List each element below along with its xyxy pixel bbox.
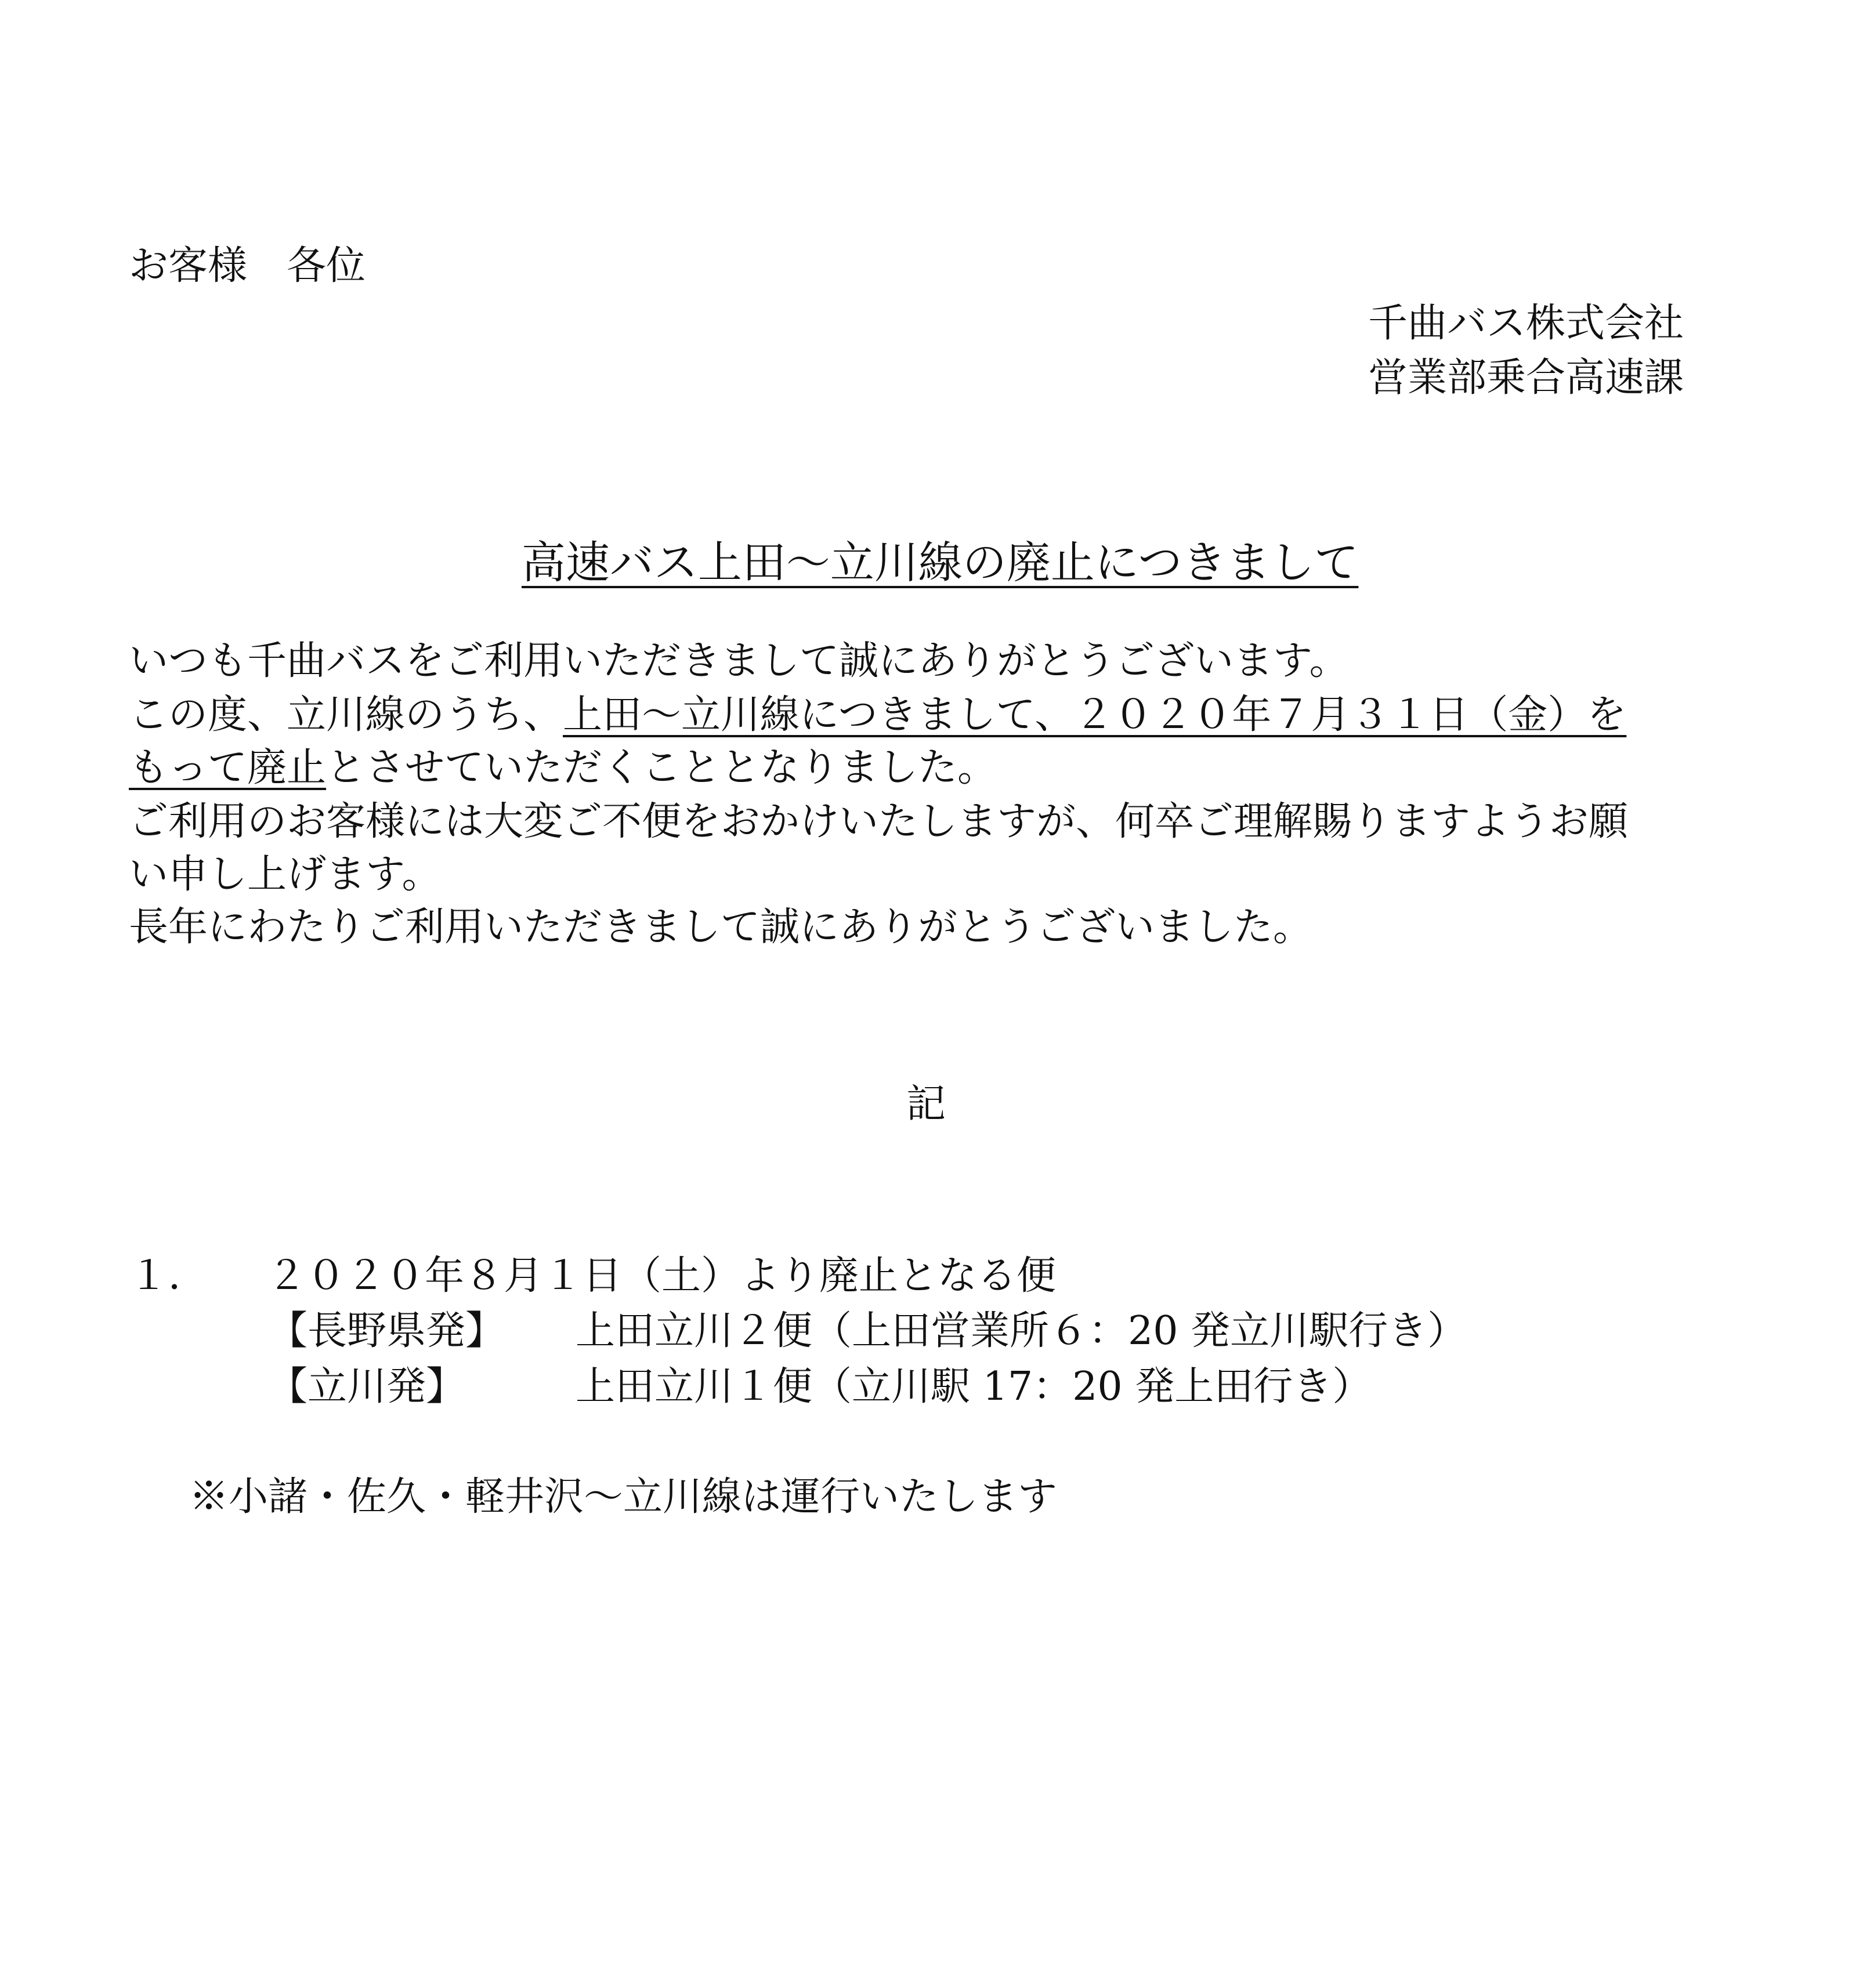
body-text: とさせていただくこととなりました。 xyxy=(326,745,997,791)
ki-heading: 記 xyxy=(906,1081,946,1127)
document-title xyxy=(0,497,1852,588)
body-paragraph-2 xyxy=(129,692,1627,738)
body-paragraph-4b: い申し上げます。 xyxy=(129,852,442,897)
list-row-label: 【長野県発】 xyxy=(268,1308,505,1354)
body-paragraph-1: いつも千曲バスをご利用いただきまして誠にありがとうございます。 xyxy=(129,638,1349,684)
list-row-detail: 上田立川２便（上田営業所６：20 発立川駅行き） xyxy=(576,1308,1467,1354)
department-name: 営業部乗合高速課 xyxy=(1368,355,1684,401)
body-paragraph-3 xyxy=(129,745,997,791)
list-row-detail: 上田立川１便（立川駅 17：20 発上田行き） xyxy=(576,1364,1372,1410)
document-title-text: 高速バス上田～立川線の廃止につきまして xyxy=(521,537,1359,588)
addressee: お客様 各位 xyxy=(129,243,366,289)
body-paragraph-4a: ご利用のお客様には大変ご不便をおかけいたしますが、何卒ご理解賜りますようお願 xyxy=(129,799,1629,845)
list-number: １． xyxy=(129,1253,208,1299)
note: ※小諸・佐久・軽井沢～立川線は運行いたします xyxy=(189,1474,1058,1520)
body-paragraph-5: 長年にわたりご利用いただきまして誠にありがとうございました。 xyxy=(129,904,1313,950)
underlined-text: 上田～立川線につきまして、２０２０年７月３１日（金）を xyxy=(563,692,1627,738)
body-text: この度、立川線のうち、 xyxy=(129,692,563,738)
list-heading: ２０２０年８月１日（土）より廃止となる便 xyxy=(267,1253,1057,1299)
list-row-label: 【立川発】 xyxy=(268,1364,466,1410)
company-name: 千曲バス株式会社 xyxy=(1368,300,1684,346)
underlined-text: もって廃止 xyxy=(129,745,327,791)
